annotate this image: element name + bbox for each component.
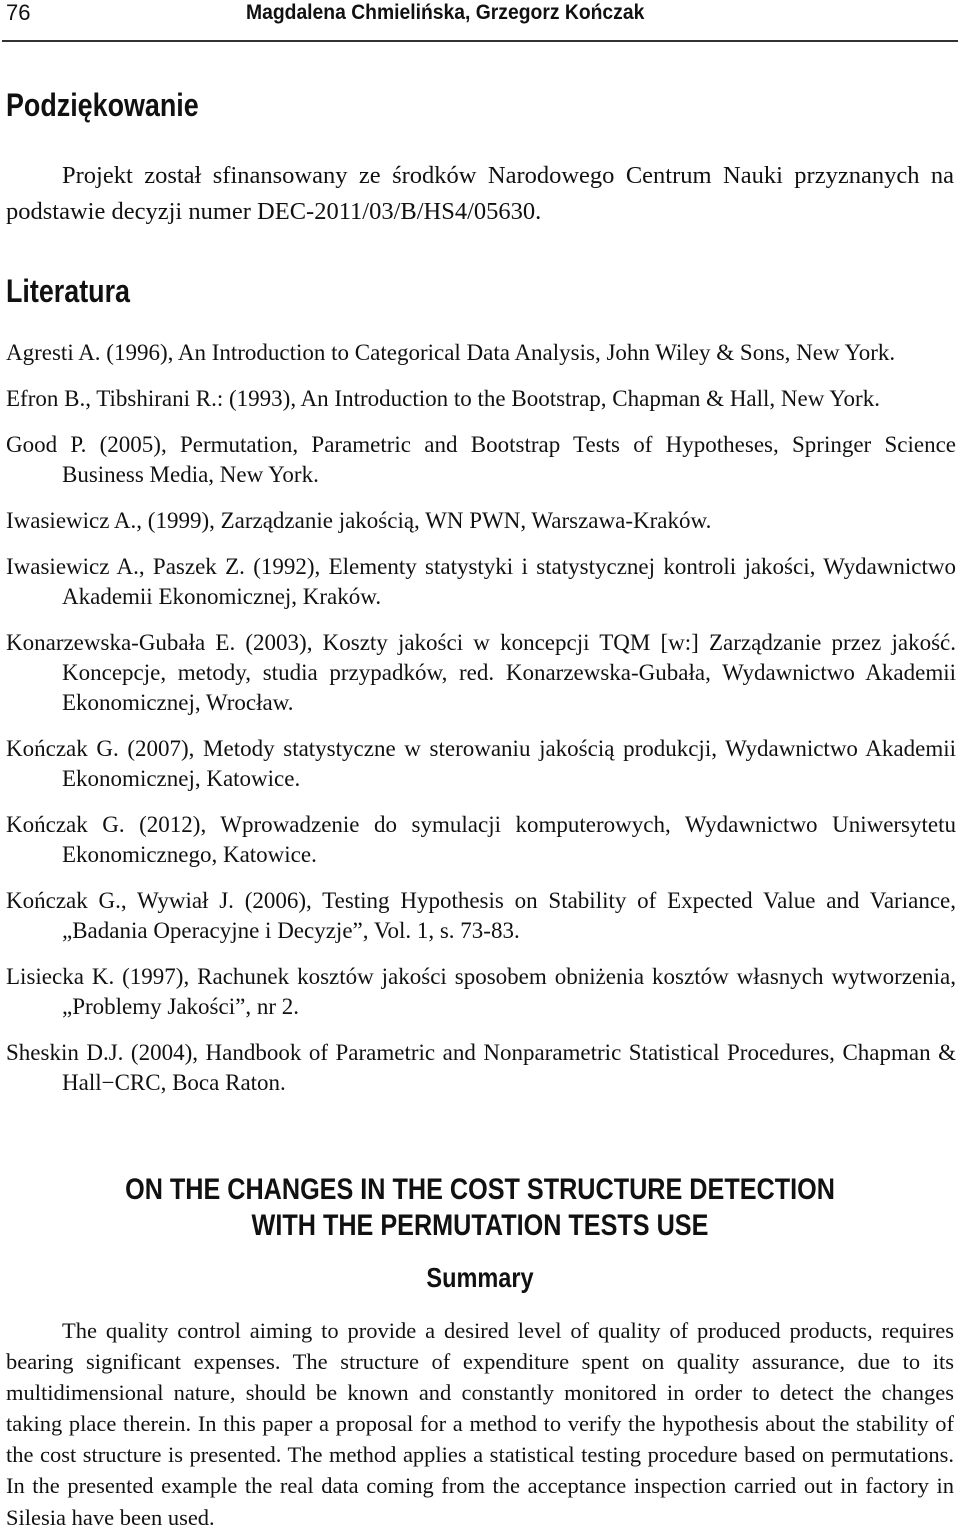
reference-item: Iwasiewicz A., Paszek Z. (1992), Elementy statystyki i statystycznej kontroli jakości, Wydawnictwo Akademii Ekonomicznej, Kraków. [6, 554, 956, 609]
reference-item: Kończak G. (2012), Wprowadzenie do symulacji komputerowych, Wydawnictwo Uniwersytetu Ekonomicznego, Katowice. [6, 812, 956, 867]
page-header [0, 0, 960, 42]
header-rule [2, 40, 958, 42]
reference-item: Konarzewska-Gubała E. (2003), Koszty jakości w koncepcji TQM [w:] Zarządzanie przez jakość. Koncepcje, metody, studia przypadków, red. Konarzewska-Gubała, Wydawnictwo Akademii Ekonomicznej, Wrocław. [6, 630, 956, 715]
english-title-line-1: ON THE CHANGES IN THE COST STRUCTURE DETECTION [125, 1173, 835, 1206]
english-summary-header [0, 1172, 960, 1296]
acknowledgement-heading: Podziękowanie [6, 87, 199, 123]
summary-heading: Summary [426, 1262, 534, 1293]
reference-list [6, 338, 956, 1114]
reference-item: Good P. (2005), Permutation, Parametric and Bootstrap Tests of Hypotheses, Springer Science Business Media, New York. [6, 432, 956, 487]
references-heading: Literatura [6, 273, 130, 309]
summary-text: The quality control aiming to provide a desired level of quality of produced products, requires bearing significant expenses. The structure of expenditure spent on quality assurance, due to its multidimensional nature, should be known and constantly monitored in order to detect the changes taking place therein. In this paper a proposal for a method to verify the hypothesis about the stability of the cost structure is presented. The method applies a statistical testing procedure based on permutations. In the presented example the real data coming from the acceptance inspection carried out in factory in Silesia have been used. [6, 1318, 954, 1530]
acknowledgement-text: Projekt został sfinansowany ze środków Narodowego Centrum Nauki przyznanych na podstawie decyzji numer DEC-2011/03/B/HS4/05630. [6, 162, 954, 225]
reference-item: Lisiecka K. (1997), Rachunek kosztów jakości sposobem obniżenia kosztów własnych wytworzenia, „Problemy Jakości”, nr 2. [6, 964, 956, 1019]
reference-item: Agresti A. (1996), An Introduction to Categorical Data Analysis, John Wiley & Sons, New York. [6, 340, 896, 365]
reference-item: Kończak G. (2007), Metody statystyczne w sterowaniu jakością produkcji, Wydawnictwo Akademii Ekonomicznej, Katowice. [6, 736, 956, 791]
page-number: 76 [6, 0, 31, 25]
english-title-line-2: WITH THE PERMUTATION TESTS USE [251, 1209, 709, 1242]
reference-item: Efron B., Tibshirani R.: (1993), An Introduction to the Bootstrap, Chapman & Hall, New York. [6, 386, 880, 411]
reference-item: Sheskin D.J. (2004), Handbook of Parametric and Nonparametric Statistical Procedures, Chapman & Hall−CRC, Boca Raton. [6, 1040, 956, 1095]
reference-item: Kończak G., Wywiał J. (2006), Testing Hypothesis on Stability of Expected Value and Variance, „Badania Operacyjne i Decyzje”, Vol. 1, s. 73-83. [6, 888, 956, 943]
reference-item: Iwasiewicz A., (1999), Zarządzanie jakością, WN PWN, Warszawa-Kraków. [6, 508, 712, 533]
running-head-authors: Magdalena Chmielińska, Grzegorz Kończak [246, 1, 645, 24]
